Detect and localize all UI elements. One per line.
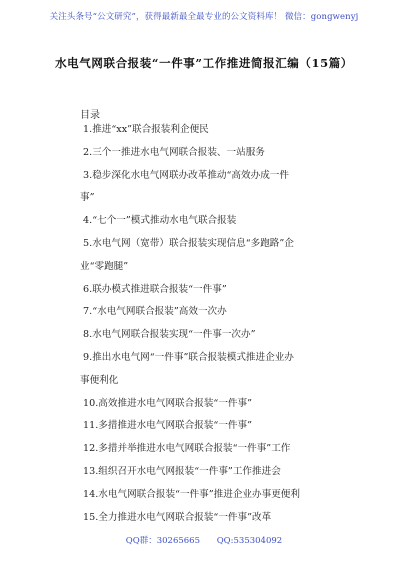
toc-item-9: 9.推出水电气网“一件事”联合报装模式推进企业办 (80, 351, 294, 363)
toc-item-8: 8.水电气网联合报装实现“一件事一次办” (80, 329, 256, 341)
toc-item-13: 13.组织召开水电气网报装“一件事”工作推进会 (80, 465, 281, 477)
toc-item-2: 2.三个一推进水电气网联合报装、一站服务 (80, 146, 265, 158)
document-title: 水电气网联合报装“一件事”工作推进简报汇编（15篇） (55, 56, 353, 70)
toc-item-7: 7.“水电气网联合报装”高效一次办 (80, 306, 227, 318)
toc-item-3-continued: 事” (80, 192, 95, 204)
toc-heading: 目录 (80, 110, 100, 121)
toc-item-5-continued: 业“零跑腿” (80, 260, 129, 272)
toc-item-9-continued: 事便利化 (80, 374, 119, 386)
toc-item-14: 14.水电气网联合报装“一件事”推进企业办事更便利 (80, 488, 300, 500)
footer-qq: QQ:535304092 (216, 536, 283, 546)
table-of-contents (80, 119, 345, 529)
toc-item-12: 12.多措并举推进水电气网联合报装“一件事”工作 (80, 443, 291, 455)
toc-item-1: 1.推进“xx”联合报装利企便民 (80, 124, 209, 135)
footer-qq-group: QQ群：30265665 (125, 536, 200, 546)
toc-item-5: 5.水电气网（宽带）联合报装实现信息“多跑路”企 (80, 237, 294, 249)
toc-item-11: 11.多措推进水电气网联合报装“一件事” (80, 420, 253, 432)
header-promo-banner: 关注头条号“公文研究”，获得最新最全最专业的公文资料库！ 微信：gongwenyj (49, 12, 359, 22)
toc-item-15: 15.全力推进水电气网联合报装“一件事”改革 (80, 511, 272, 523)
footer-contact (0, 534, 408, 546)
toc-item-6: 6.联办模式推进联合报装“一件事” (80, 283, 227, 295)
toc-item-4: 4.“七个一”模式推动水电气联合报装 (80, 215, 237, 227)
toc-item-3: 3.稳步深化水电气网联办改革推动“高效办成一件 (80, 169, 289, 181)
toc-item-10: 10.高效推进水电气网联合报装“一件事” (80, 397, 253, 409)
